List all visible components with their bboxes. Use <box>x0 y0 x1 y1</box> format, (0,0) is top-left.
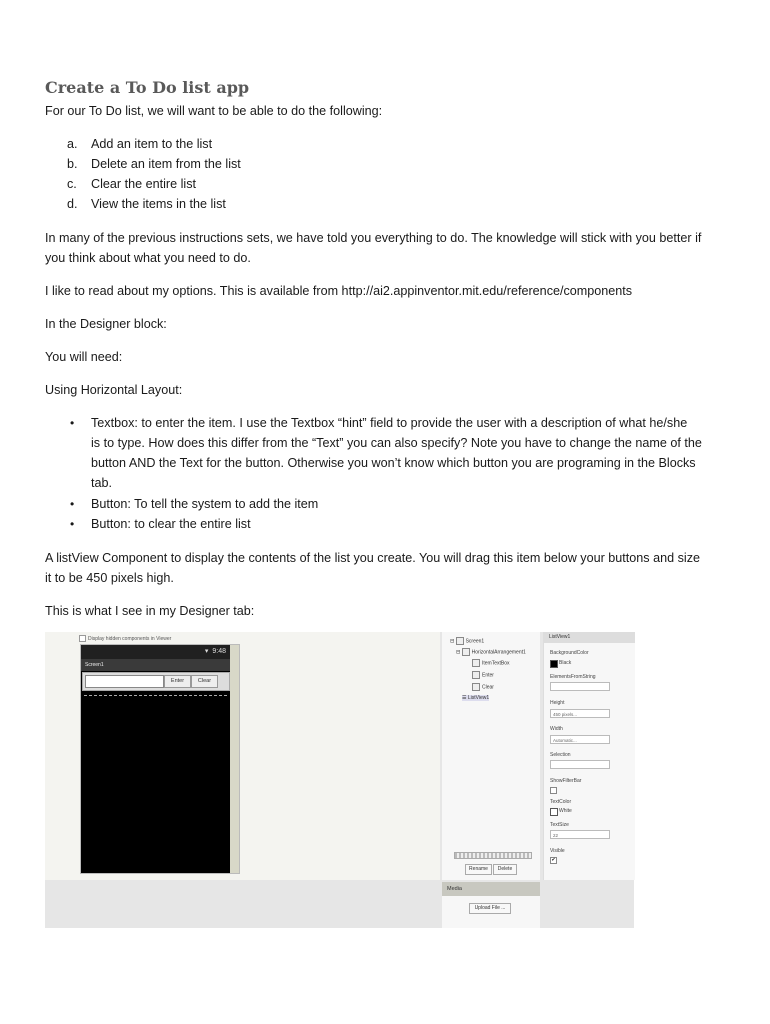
selection-input <box>550 760 610 769</box>
tree-item-arrangement: ⊟ HorizontalArrangement1 <box>456 649 526 656</box>
task-marker-a: a. <box>67 137 78 151</box>
media-panel <box>442 882 540 928</box>
textsize-label: TextSize <box>550 822 569 828</box>
task-marker-c: c. <box>67 177 77 191</box>
components-panel <box>442 632 540 880</box>
task-marker-b: b. <box>67 157 78 171</box>
signal-icon: ▾ <box>204 648 209 655</box>
arrangement-icon <box>462 648 470 656</box>
tree-label-clear: Clear <box>482 684 494 691</box>
listview-paragraph-line-2: it to be 450 pixels high. <box>45 571 174 585</box>
listview-preview-divider <box>84 695 227 696</box>
status-bar <box>81 645 230 659</box>
bgcolor-value: Black <box>559 660 572 666</box>
hidden-components-checkbox <box>79 635 171 642</box>
item-textbox-preview <box>85 675 164 688</box>
upload-file-button: Upload File ... <box>469 903 511 914</box>
task-item-add: Add an item to the list <box>91 137 213 151</box>
designer-block-paragraph: In the Designer block: <box>45 317 167 331</box>
checkbox-icon <box>79 635 86 642</box>
tree-label-arrangement: HorizontalArrangement1 <box>471 649 526 656</box>
tree-item-textbox <box>472 659 510 667</box>
layout-paragraph: Using Horizontal Layout: <box>45 383 183 397</box>
filterbar-label: ShowFilterBar <box>550 778 582 784</box>
think-paragraph-line-1: In many of the previous instructions sets, we have told you everything to do. The knowledge will stick with you better if <box>45 231 702 245</box>
height-input: 450 pixels... <box>550 709 610 718</box>
width-input: Automatic... <box>550 735 610 744</box>
textsize-input: 22 <box>550 830 610 839</box>
bullet-textbox-line-2: is to type. How does this differ from the “Text” you can also specify? Note you have to change the name of the <box>91 436 702 450</box>
screen-icon <box>456 637 464 645</box>
tree-label-listview: ListView1 <box>467 695 490 701</box>
button-icon <box>472 683 480 691</box>
think-paragraph-line-2: you think about what you need to do. <box>45 251 251 265</box>
tree-label-textbox: ItemTextBox <box>482 660 510 667</box>
bullet-button-clear: • <box>70 517 75 531</box>
button-icon <box>472 671 480 679</box>
bullet-textbox-line-4: tab. <box>91 476 113 490</box>
selection-label: Selection <box>550 752 571 758</box>
list-icon: ☰ <box>462 695 467 701</box>
viewer-panel <box>45 632 440 880</box>
textcolor-value: White <box>559 808 572 814</box>
properties-header: ListView1 <box>544 632 635 643</box>
filterbar-checkbox <box>550 787 557 794</box>
tree-item-enter <box>472 671 494 679</box>
textcolor-swatch <box>550 808 558 816</box>
tree-label-enter: Enter <box>482 672 494 679</box>
task-item-clear: Clear the entire list <box>91 177 196 191</box>
components-scrollbar <box>454 852 532 859</box>
read-paragraph: I like to read about my options. This is available from http://ai2.appinventor.mit.edu/reference/components <box>45 284 633 298</box>
screen-title-bar: Screen1 <box>81 659 230 671</box>
properties-panel <box>543 632 635 880</box>
media-title: Media <box>442 882 540 896</box>
height-label: Height <box>550 700 565 706</box>
task-item-delete: Delete an item from the list <box>91 157 241 171</box>
elements-label: ElementsFromString <box>550 674 596 680</box>
bullet-textbox: • <box>70 416 75 430</box>
task-item-view: View the items in the list <box>91 197 226 211</box>
designer-tab-paragraph: This is what I see in my Designer tab: <box>45 604 255 618</box>
status-time: 9:48 <box>212 648 226 655</box>
need-paragraph: You will need: <box>45 350 123 364</box>
bullet-textbox-line-3: button AND the Text for the button. Otherwise you won’t know which button you are programing in the Blocks <box>91 456 696 470</box>
intro-paragraph: For our To Do list, we will want to be able to do the following: <box>45 104 383 118</box>
phone-screen <box>81 645 230 873</box>
bullet-textbox-line-1: Textbox: to enter the item. I use the Textbox “hint” field to provide the user with a description of what he/she <box>91 416 688 430</box>
bgcolor-label: BackgroundColor <box>550 650 589 656</box>
delete-button: Delete <box>493 864 517 875</box>
bullet-button-add: • <box>70 497 75 511</box>
visible-checkbox: ✔ <box>551 857 556 863</box>
tree-item-clear <box>472 683 494 691</box>
rename-button: Rename <box>465 864 492 875</box>
document-title: Create a To Do list app <box>45 78 250 97</box>
task-marker-d: d. <box>67 197 78 211</box>
enter-button-preview: Enter <box>164 675 191 688</box>
designer-screenshot <box>45 632 634 928</box>
horizontal-arrangement-preview <box>82 672 230 691</box>
textcolor-label: TextColor <box>550 799 572 805</box>
textbox-icon <box>472 659 480 667</box>
bullet-button-clear-text: Button: to clear the entire list <box>91 517 251 531</box>
width-label: Width <box>550 726 563 732</box>
tree-item-listview <box>462 695 489 701</box>
clear-button-preview: Clear <box>191 675 218 688</box>
tree-item-screen: ⊟ Screen1 <box>450 638 485 645</box>
hidden-components-label: Display hidden components in Viewer <box>88 635 172 642</box>
tree-label-screen: Screen1 <box>465 638 485 645</box>
phone-preview <box>80 644 240 874</box>
visible-label: Visible <box>550 848 565 854</box>
elements-input <box>550 682 610 691</box>
bgcolor-swatch <box>550 660 558 668</box>
bullet-button-add-text: Button: To tell the system to add the item <box>91 497 319 511</box>
listview-paragraph-line-1: A listView Component to display the contents of the list you create. You will drag this item below your buttons and size <box>45 551 701 565</box>
